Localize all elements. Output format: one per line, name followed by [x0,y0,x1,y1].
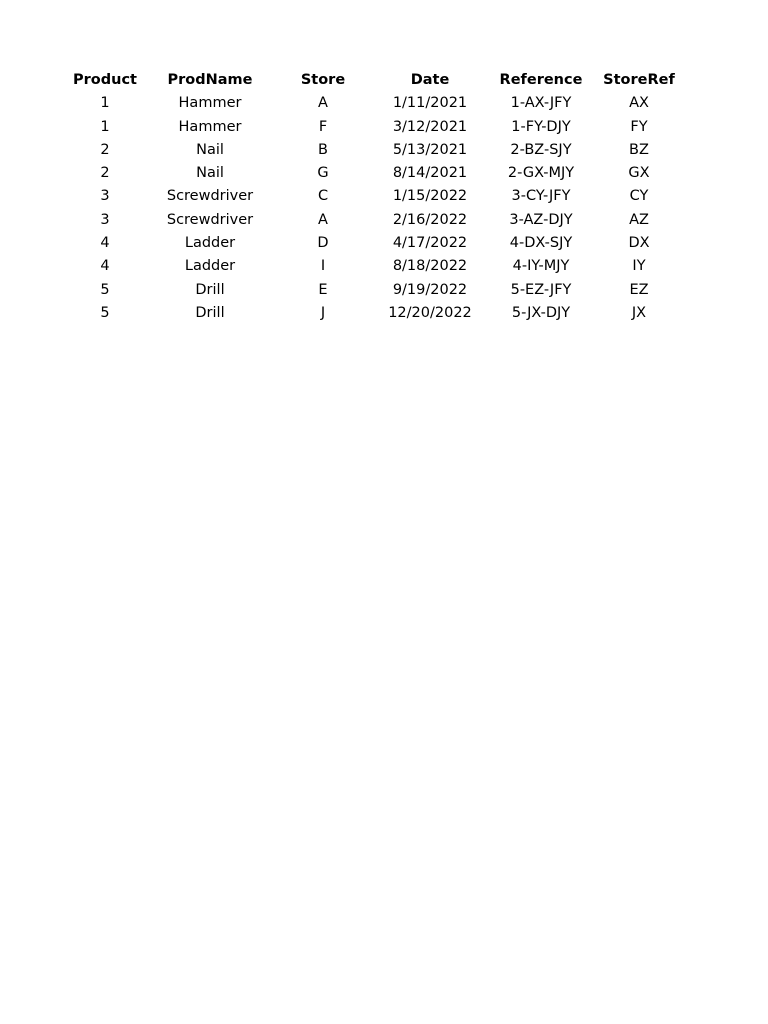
cell-store: G [317,165,329,182]
cell-product: 3 [100,211,110,228]
cell-reference: 5-JX-DJY [511,304,571,321]
cell-reference: 1-FY-DJY [511,118,571,135]
cell-reference: 3-AZ-DJY [509,211,573,228]
cell-prodname: Ladder [184,235,236,252]
cell-date: 1/11/2021 [392,95,468,112]
cell-reference: 2-BZ-SJY [510,141,572,158]
cell-prodname: Nail [196,141,224,158]
cell-storeref: AX [629,95,649,112]
cell-storeref: GX [628,165,650,182]
header-reference: Reference [499,72,583,88]
table-row [58,162,678,185]
cell-store: F [318,118,328,135]
cell-storeref: FY [630,118,648,135]
cell-store: D [317,235,329,252]
cell-storeref: DX [628,235,650,252]
cell-prodname: Hammer [178,118,242,135]
header-storeref: StoreRef [603,72,675,88]
cell-product: 5 [100,304,110,321]
cell-storeref: IY [632,258,646,275]
cell-store: I [320,258,326,275]
table-row [58,255,678,278]
cell-storeref: JX [631,304,647,321]
header-product: Product [73,72,137,88]
cell-prodname: Screwdriver [166,188,254,205]
cell-prodname: Hammer [178,95,242,112]
table-row [58,92,678,115]
table-row [58,302,678,325]
table-row [58,279,678,302]
header-prodname: ProdName [167,72,253,88]
cell-product: 1 [100,95,110,112]
cell-reference: 3-CY-JFY [511,188,571,205]
cell-product: 1 [100,118,110,135]
spreadsheet-page [58,69,698,325]
cell-reference: 5-EZ-JFY [510,281,572,298]
cell-date: 1/15/2022 [392,188,468,205]
cell-store: A [318,95,328,112]
table-row [58,209,678,232]
cell-storeref: BZ [629,141,649,158]
cell-store: A [318,211,328,228]
cell-reference: 1-AX-JFY [510,95,572,112]
cell-date: 8/18/2022 [392,258,468,275]
cell-product: 3 [100,188,110,205]
table-row [58,139,678,162]
cell-prodname: Nail [196,165,224,182]
cell-reference: 2-GX-MJY [507,165,575,182]
header-row [58,69,678,92]
cell-product: 4 [100,258,110,275]
cell-product: 2 [100,141,110,158]
cell-product: 5 [100,281,110,298]
cell-prodname: Screwdriver [166,211,254,228]
cell-storeref: EZ [629,281,649,298]
header-store: Store [300,72,346,88]
cell-date: 3/12/2021 [392,118,468,135]
table-row [58,232,678,255]
cell-product: 2 [100,165,110,182]
cell-date: 5/13/2021 [392,141,468,158]
cell-storeref: CY [629,188,649,205]
cell-date: 12/20/2022 [388,304,472,321]
header-date: Date [410,72,450,88]
cell-prodname: Ladder [184,258,236,275]
cell-store: B [318,141,328,158]
cell-date: 9/19/2022 [392,281,468,298]
data-table [58,69,678,325]
cell-prodname: Drill [195,281,225,298]
cell-reference: 4-IY-MJY [512,258,570,275]
cell-reference: 4-DX-SJY [509,235,573,252]
cell-date: 2/16/2022 [392,211,468,228]
table-row [58,185,678,208]
cell-date: 8/14/2021 [392,165,468,182]
cell-prodname: Drill [195,304,225,321]
cell-store: C [317,188,329,205]
cell-date: 4/17/2022 [392,235,468,252]
cell-storeref: AZ [629,211,649,228]
cell-store: E [318,281,328,298]
table-row [58,116,678,139]
cell-store: J [320,304,326,321]
cell-product: 4 [100,235,110,252]
